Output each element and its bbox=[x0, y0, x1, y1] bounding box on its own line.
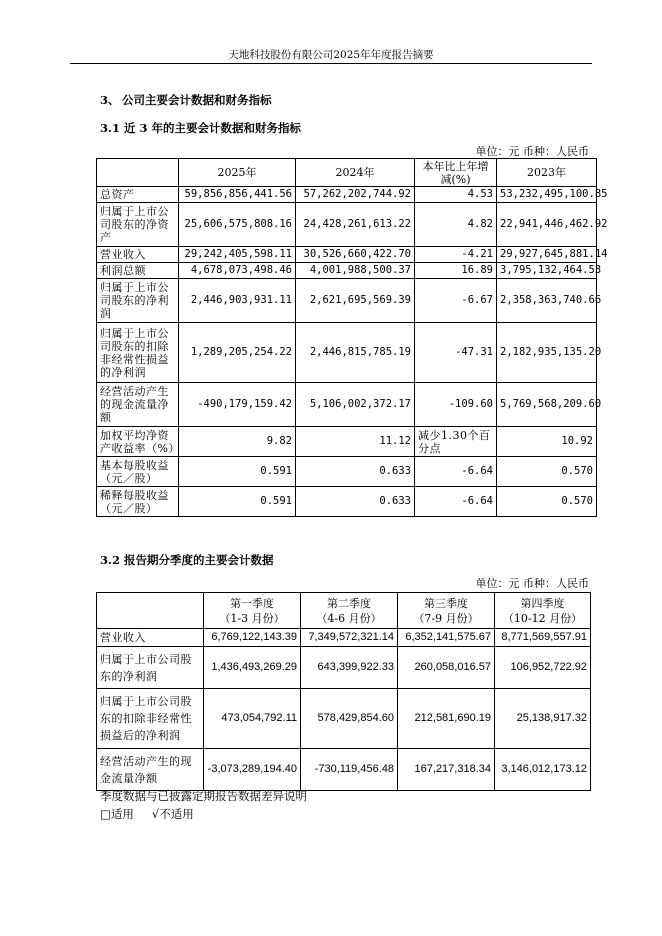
quarter-name: 第三季度 bbox=[424, 596, 468, 610]
table-cell: 减少1.30个百分点 bbox=[415, 427, 497, 457]
table-header-cell: 本年比上年增减(%) bbox=[415, 159, 497, 187]
table-cell: 24,428,261,613.22 bbox=[296, 203, 415, 247]
table-cell: 4.82 bbox=[415, 203, 497, 247]
table2-unit-note: 单位：元 币种：人民币 bbox=[475, 577, 589, 590]
table-cell: 578,429,854.60 bbox=[301, 689, 398, 749]
table-cell: 30,526,660,422.70 bbox=[296, 247, 415, 263]
row-label: 加权平均净资产收益率（%） bbox=[97, 427, 179, 457]
row-label: 经营活动产生的现金流量净额 bbox=[97, 749, 204, 791]
table-header-cell: 2023年 bbox=[497, 159, 597, 187]
quarter-period: （4-6 月份） bbox=[316, 611, 382, 625]
quarter-period: （10-12 月份） bbox=[502, 611, 583, 625]
quarter-name: 第四季度 bbox=[520, 596, 565, 610]
row-label: 归属于上市公司股东的净利润 bbox=[97, 647, 204, 689]
table-cell: -3,073,289,194.40 bbox=[204, 749, 301, 791]
table-row bbox=[97, 457, 597, 487]
quarterly-difference-note: 季度数据与已披露定期报告数据差异说明 bbox=[100, 789, 307, 803]
row-label: 利润总额 bbox=[97, 263, 179, 279]
table-header-cell bbox=[97, 593, 204, 629]
row-label: 总资产 bbox=[97, 187, 179, 203]
row-label: 营业收入 bbox=[97, 247, 179, 263]
table1-unit-note: 单位：元 币种：人民币 bbox=[475, 145, 589, 158]
table-header-cell bbox=[97, 159, 179, 187]
table-cell: 25,606,575,808.16 bbox=[179, 203, 296, 247]
section-3-title: 公司主要会计数据和财务指标 bbox=[122, 93, 272, 107]
section-3-heading bbox=[100, 92, 272, 108]
table-cell: 2,358,363,740.66 bbox=[497, 279, 597, 323]
table-row bbox=[97, 487, 597, 517]
table-header-cell: 2024年 bbox=[296, 159, 415, 187]
table-cell: -47.31 bbox=[415, 323, 497, 383]
table-cell: 53,232,495,100.85 bbox=[497, 187, 597, 203]
row-label: 基本每股收益（元／股） bbox=[97, 457, 179, 487]
quarter-period: （1-3 月份） bbox=[219, 611, 285, 625]
table-row bbox=[97, 629, 591, 647]
table-cell: 0.633 bbox=[296, 457, 415, 487]
table-cell: 6,769,122,143.39 bbox=[204, 629, 301, 647]
table-row bbox=[97, 279, 597, 323]
table-cell: 212,581,690.19 bbox=[398, 689, 495, 749]
table-cell: 0.570 bbox=[497, 487, 597, 517]
applicability-options bbox=[100, 806, 212, 822]
table-header-row bbox=[97, 593, 591, 629]
table-row bbox=[97, 247, 597, 263]
row-label: 归属于上市公司股东的净资产 bbox=[97, 203, 179, 247]
table-header-cell bbox=[398, 593, 495, 629]
table-header-cell: 2025年 bbox=[179, 159, 296, 187]
table-cell: 1,436,493,269.29 bbox=[204, 647, 301, 689]
table-cell: 0.591 bbox=[179, 487, 296, 517]
section-3-number: 3、 bbox=[100, 93, 120, 107]
option-applicable: □适用 bbox=[100, 807, 134, 821]
table-cell: 167,217,318.34 bbox=[398, 749, 495, 791]
table-header-cell bbox=[495, 593, 591, 629]
header-divider bbox=[70, 63, 592, 64]
table-cell: 57,262,202,744.92 bbox=[296, 187, 415, 203]
table-row bbox=[97, 383, 597, 427]
table-cell: 4,678,073,498.46 bbox=[179, 263, 296, 279]
option-not-applicable: √不适用 bbox=[151, 807, 194, 821]
table-cell: -6.64 bbox=[415, 457, 497, 487]
table-cell: 106,952,722.92 bbox=[495, 647, 591, 689]
table-cell: 4.53 bbox=[415, 187, 497, 203]
table-cell: 2,621,695,569.39 bbox=[296, 279, 415, 323]
table-cell: 25,138,917.32 bbox=[495, 689, 591, 749]
table-cell: -6.64 bbox=[415, 487, 497, 517]
table-cell: 2,446,903,931.11 bbox=[179, 279, 296, 323]
table-cell: 2,446,815,785.19 bbox=[296, 323, 415, 383]
annual-financial-table bbox=[96, 158, 608, 517]
table-cell: 4,001,988,500.37 bbox=[296, 263, 415, 279]
table-row bbox=[97, 263, 597, 279]
table-cell: 29,242,405,598.11 bbox=[179, 247, 296, 263]
table-row bbox=[97, 749, 591, 791]
table-cell: 22,941,446,462.92 bbox=[497, 203, 597, 247]
quarter-name: 第一季度 bbox=[230, 596, 274, 610]
table-row bbox=[97, 203, 597, 247]
table-cell: 3,146,012,173.12 bbox=[495, 749, 591, 791]
quarter-name: 第二季度 bbox=[327, 596, 371, 610]
table-cell: 6,352,141,575.67 bbox=[398, 629, 495, 647]
table-cell: 8,771,569,557.91 bbox=[495, 629, 591, 647]
section-3-1-heading: 3.1 近 3 年的主要会计数据和财务指标 bbox=[100, 121, 302, 135]
row-label: 稀释每股收益（元／股） bbox=[97, 487, 179, 517]
table-cell: 7,349,572,321.14 bbox=[301, 629, 398, 647]
section-3-2-heading: 3.2 报告期分季度的主要会计数据 bbox=[100, 553, 274, 567]
table-cell: 473,054,792.11 bbox=[204, 689, 301, 749]
report-header-title: 天地科技股份有限公司2025年年度报告摘要 bbox=[228, 49, 434, 61]
table-header-cell bbox=[204, 593, 301, 629]
table-cell: 1,289,205,254.22 bbox=[179, 323, 296, 383]
table-cell: 0.570 bbox=[497, 457, 597, 487]
table-cell: 16.89 bbox=[415, 263, 497, 279]
table-cell: 3,795,132,464.53 bbox=[497, 263, 597, 279]
table-cell: -490,179,159.42 bbox=[179, 383, 296, 427]
table-cell: 10.92 bbox=[497, 427, 597, 457]
table-cell: 2,182,935,135.20 bbox=[497, 323, 597, 383]
table-cell: 59,856,856,441.56 bbox=[179, 187, 296, 203]
table-row bbox=[97, 187, 597, 203]
table-cell: 5,106,002,372.17 bbox=[296, 383, 415, 427]
table-cell: 29,927,645,881.14 bbox=[497, 247, 597, 263]
table-cell: 0.591 bbox=[179, 457, 296, 487]
quarter-period: （7-9 月份） bbox=[413, 611, 479, 625]
table-header-row bbox=[97, 159, 597, 187]
table-cell: 643,399,922.33 bbox=[301, 647, 398, 689]
table-row bbox=[97, 689, 591, 749]
table-cell: -730,119,456.48 bbox=[301, 749, 398, 791]
table-cell: 5,769,568,209.60 bbox=[497, 383, 597, 427]
table-cell: 9.82 bbox=[179, 427, 296, 457]
table-cell: -109.60 bbox=[415, 383, 497, 427]
table-cell: 260,058,016.57 bbox=[398, 647, 495, 689]
row-label: 归属于上市公司股东的净利润 bbox=[97, 279, 179, 323]
table-cell: -6.67 bbox=[415, 279, 497, 323]
row-label: 归属于上市公司股东的扣除非经常性损益的净利润 bbox=[97, 323, 179, 383]
table-cell: 11.12 bbox=[296, 427, 415, 457]
quarterly-financial-table bbox=[96, 592, 591, 791]
row-label: 归属于上市公司股东的扣除非经常性损益后的净利润 bbox=[97, 689, 204, 749]
table-row bbox=[97, 647, 591, 689]
table-row bbox=[97, 323, 597, 383]
row-label: 经营活动产生的现金流量净额 bbox=[97, 383, 179, 427]
table-row bbox=[97, 427, 597, 457]
table-cell: -4.21 bbox=[415, 247, 497, 263]
row-label: 营业收入 bbox=[97, 629, 204, 647]
table-header-cell bbox=[301, 593, 398, 629]
table-cell: 0.633 bbox=[296, 487, 415, 517]
